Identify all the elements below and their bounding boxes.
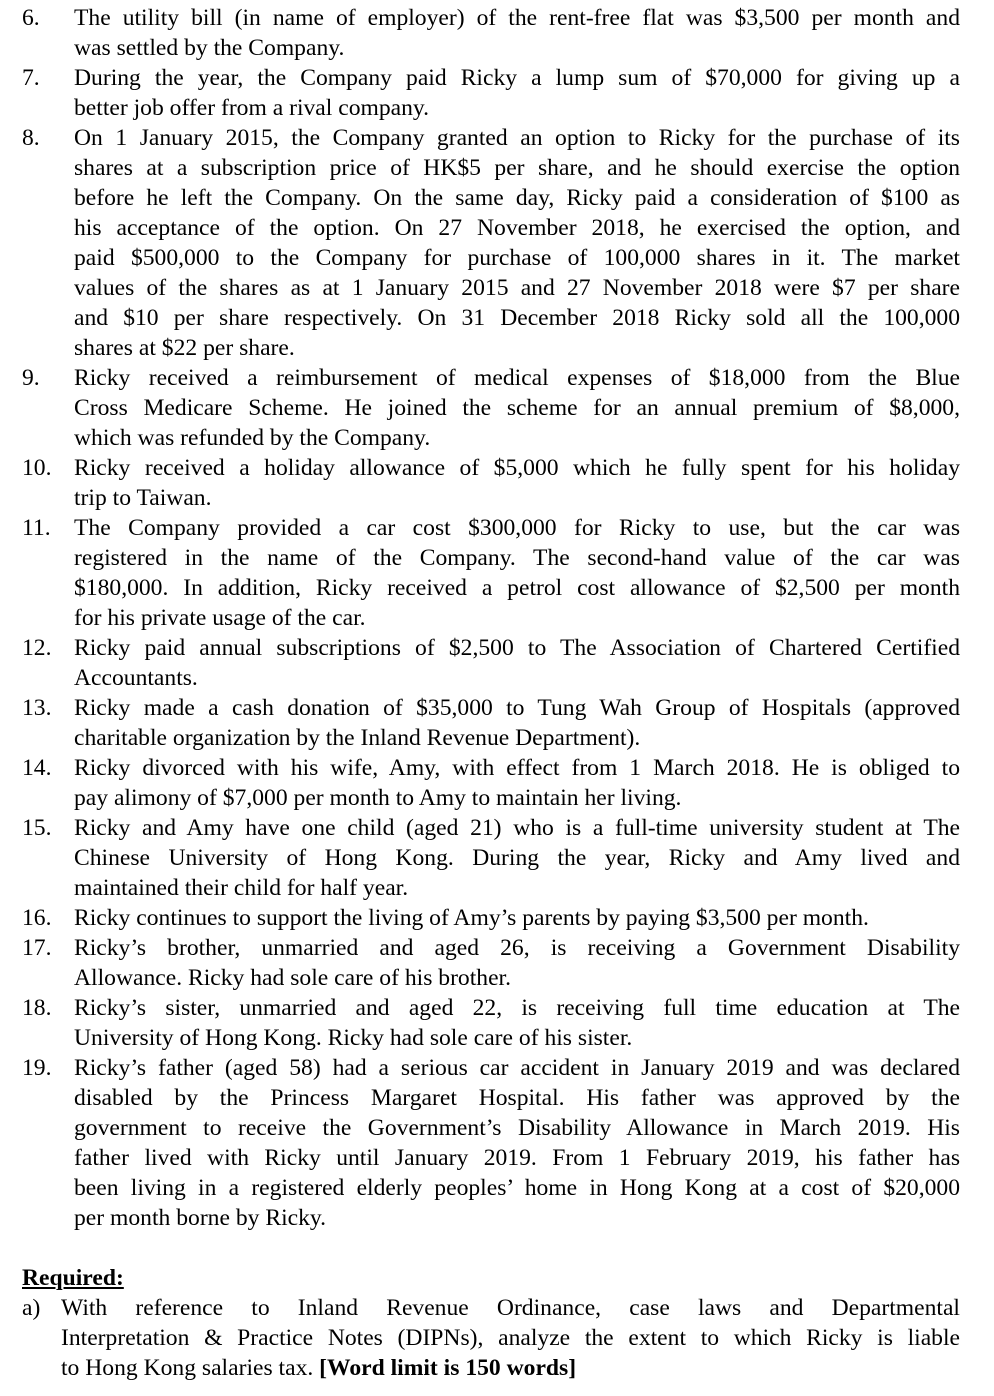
item-number: 13. [22,695,52,721]
item-line: and $10 per share respectively. On 31 December 2018 Ricky sold all the 100,000 [74,305,960,331]
item-line: Interpretation & Practice Notes (DIPNs), analyze the extent to which Ricky is liable [61,1325,960,1351]
item-line: Ricky continues to support the living of Amy’s parents by paying $3,500 per month. [74,905,869,931]
list-item [0,903,994,933]
item-line: government to receive the Government’s Disability Allowance in March 2019. His [74,1115,960,1141]
item-line: During the year, the Company paid Ricky a lump sum of $70,000 for giving up a [74,65,960,91]
list-item [0,1053,994,1233]
item-line: was settled by the Company. [74,35,345,61]
item-line: Ricky divorced with his wife, Amy, with effect from 1 March 2018. He is obliged to [74,755,960,781]
list-item [0,633,994,693]
item-line: Ricky received a holiday allowance of $5,000 which he fully spent for his holiday [74,455,960,481]
word-limit: [Word limit is 150 words] [319,1355,577,1381]
item-number: 10. [22,455,52,481]
item-line: Ricky and Amy have one child (aged 21) who is a full-time university student at The [74,815,960,841]
item-line: Chinese University of Hong Kong. During the year, Ricky and Amy lived and [74,845,960,871]
item-number: 6. [22,5,40,31]
required-item-a [0,1293,994,1383]
item-line: trip to Taiwan. [74,485,212,511]
list-item [0,363,994,453]
list-item [0,3,994,63]
list-item [0,813,994,903]
item-line [61,1353,960,1383]
item-line: per month borne by Ricky. [74,1205,327,1231]
item-line: Accountants. [74,665,198,691]
item-line: registered in the name of the Company. The second-hand value of the car was [74,545,960,571]
item-line: disabled by the Princess Margaret Hospital. His father was approved by the [74,1085,960,1111]
list-item [0,933,994,993]
list-item [0,693,994,753]
item-number: 11. [22,515,51,541]
item-line: his acceptance of the option. On 27 November 2018, he exercised the option, and [74,215,960,241]
item-line: pay alimony of $7,000 per month to Amy to maintain her living. [74,785,682,811]
item-number: 12. [22,635,52,661]
item-number: 19. [22,1055,52,1081]
item-line: before he left the Company. On the same day, Ricky paid a consideration of $100 as [74,185,960,211]
list-item [0,513,994,633]
item-line: The utility bill (in name of employer) of the rent-free flat was $3,500 per month and [74,5,960,31]
list-item [0,753,994,813]
list-item [0,993,994,1053]
item-number: 8. [22,125,40,151]
item-line: shares at a subscription price of HK$5 per share, and he should exercise the option [74,155,960,181]
question-document [0,3,994,1233]
item-line: values of the shares as at 1 January 2015 and 27 November 2018 were $7 per share [74,275,960,301]
item-line: Ricky’s father (aged 58) had a serious car accident in January 2019 and was declared [74,1055,960,1081]
item-line: paid $500,000 to the Company for purchase of 100,000 shares in it. The market [74,245,960,271]
item-line: father lived with Ricky until January 2019. From 1 February 2019, his father has [74,1145,960,1171]
list-item [0,63,994,123]
item-number: a) [22,1295,41,1321]
item-line: With reference to Inland Revenue Ordinance, case laws and Departmental [61,1295,960,1321]
item-line: The Company provided a car cost $300,000 for Ricky to use, but the car was [74,515,960,541]
item-line: Ricky’s brother, unmarried and aged 26, is receiving a Government Disability [74,935,960,961]
item-number: 16. [22,905,52,931]
item-line-text: to Hong Kong salaries tax. [61,1355,320,1381]
item-number: 15. [22,815,52,841]
list-item [0,123,994,363]
item-line: Ricky’s sister, unmarried and aged 22, is receiving full time education at The [74,995,960,1021]
list-item [0,453,994,513]
item-line: shares at $22 per share. [74,335,295,361]
item-line: been living in a registered elderly peoples’ home in Hong Kong at a cost of $20,000 [74,1175,960,1201]
item-line: University of Hong Kong. Ricky had sole care of his sister. [74,1025,633,1051]
item-line: charitable organization by the Inland Revenue Department). [74,725,641,751]
item-number: 14. [22,755,52,781]
item-line: which was refunded by the Company. [74,425,431,451]
item-line: for his private usage of the car. [74,605,366,631]
item-line: $180,000. In addition, Ricky received a petrol cost allowance of $2,500 per month [74,575,960,601]
item-line: better job offer from a rival company. [74,95,430,121]
item-number: 7. [22,65,40,91]
item-number: 9. [22,365,40,391]
item-line: On 1 January 2015, the Company granted an option to Ricky for the purchase of its [74,125,960,151]
item-line: Ricky received a reimbursement of medical expenses of $18,000 from the Blue [74,365,960,391]
item-line: Ricky made a cash donation of $35,000 to Tung Wah Group of Hospitals (approved [74,695,960,721]
required-heading: Required: [22,1265,124,1291]
item-number: 17. [22,935,52,961]
item-number: 18. [22,995,52,1021]
item-line: Ricky paid annual subscriptions of $2,500 to The Association of Chartered Certified [74,635,960,661]
item-line: maintained their child for half year. [74,875,409,901]
item-line: Cross Medicare Scheme. He joined the scheme for an annual premium of $8,000, [74,395,960,421]
item-line: Allowance. Ricky had sole care of his brother. [74,965,512,991]
